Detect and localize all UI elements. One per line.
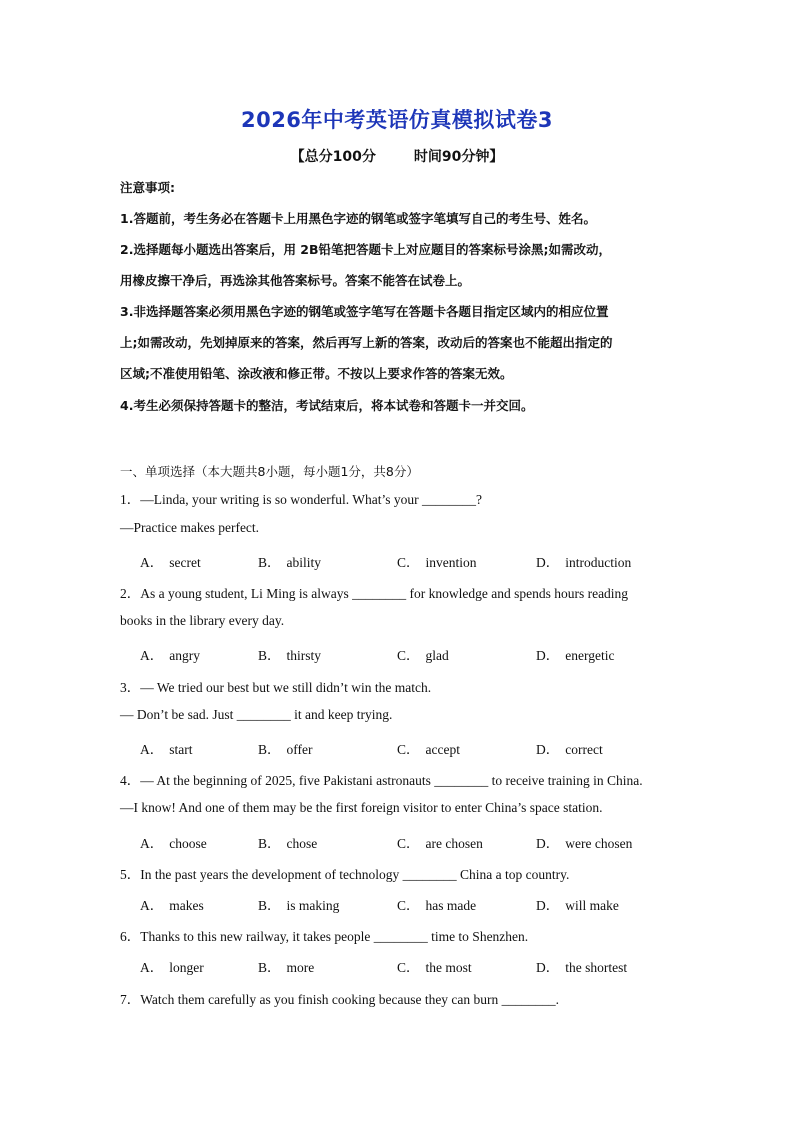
exam-title: 2026年中考英语仿真模拟试卷3 xyxy=(240,108,554,132)
option-a: A． secret xyxy=(140,555,201,570)
note-line: 上;如需改动，先划掉原来的答案，然后再写上新的答案，改动后的答案也不能超出指定的 xyxy=(120,335,613,350)
option-b: B． ability xyxy=(258,555,322,570)
option-b: B． offer xyxy=(258,742,313,757)
question-stem: 6．Thanks to this new railway, it takes people ________ time to Shenzhen. xyxy=(120,929,529,944)
option-c: C． are chosen xyxy=(397,836,483,851)
notes-heading: 注意事项: xyxy=(120,180,175,195)
question-stem: 3．— We tried our best but we still didn’t win the match. xyxy=(120,680,432,695)
option-a: A． makes xyxy=(140,898,204,913)
note-line: 用橡皮擦干净后，再选涂其他答案标号。答案不能答在试卷上。 xyxy=(120,273,471,288)
option-d: D． correct xyxy=(536,742,603,757)
option-a: A． longer xyxy=(140,960,204,975)
option-a: A． start xyxy=(140,742,193,757)
question-stem: —I know! And one of them may be the first foreign visitor to enter China’s space station. xyxy=(120,800,603,815)
section-heading: 一、单项选择（本大题共8小题，每小题1分，共8分） xyxy=(120,464,419,479)
note-line: 2.选择题每小题选出答案后，用 2B铅笔把答题卡上对应题目的答案标号涂黑;如需改动， xyxy=(120,242,612,257)
option-b: B． is making xyxy=(258,898,340,913)
option-b: B． thirsty xyxy=(258,648,322,663)
question-stem: —Practice makes perfect. xyxy=(120,520,260,535)
option-c: C． has made xyxy=(397,898,477,913)
option-d: D． will make xyxy=(536,898,619,913)
time-limit: 时间90分钟】 xyxy=(413,149,504,165)
option-d: D． were chosen xyxy=(536,836,633,851)
option-b: B． more xyxy=(258,960,315,975)
note-line: 3.非选择题答案必须用黑色字迹的钢笔或签字笔写在答题卡各题目指定区域内的相应位置 xyxy=(120,304,609,319)
total-score: 【总分100分 xyxy=(290,149,376,165)
question-stem: 2．As a young student, Li Ming is always ________ for knowledge and spends hours reading xyxy=(120,586,629,601)
option-a: A． choose xyxy=(140,836,207,851)
note-line: 1.答题前，考生务必在答题卡上用黑色字迹的钢笔或签字笔填写自己的考生号、姓名。 xyxy=(120,211,596,226)
option-c: C． glad xyxy=(397,648,449,663)
option-c: C． the most xyxy=(397,960,472,975)
question-stem: — Don’t be sad. Just ________ it and keep trying. xyxy=(120,707,393,722)
exam-subtitle xyxy=(0,146,794,166)
option-d: D． energetic xyxy=(536,648,615,663)
option-c: C． accept xyxy=(397,742,460,757)
question-stem: 4．— At the beginning of 2025, five Pakistani astronauts ________ to receive training in China. xyxy=(120,773,643,788)
option-d: D． the shortest xyxy=(536,960,628,975)
option-a: A． angry xyxy=(140,648,200,663)
note-line: 区域;不准使用铅笔、涂改液和修正带。不按以上要求作答的答案无效。 xyxy=(120,366,513,381)
note-line: 4.考生必须保持答题卡的整洁，考试结束后，将本试卷和答题卡一并交回。 xyxy=(120,398,534,413)
option-b: B． chose xyxy=(258,836,318,851)
option-d: D． introduction xyxy=(536,555,632,570)
question-stem: 7．Watch them carefully as you finish cooking because they can burn ________. xyxy=(120,992,560,1007)
question-stem: 1．—Linda, your writing is so wonderful. What’s your ________? xyxy=(120,492,482,507)
question-stem: 5．In the past years the development of technology ________ China a top country. xyxy=(120,867,570,882)
option-c: C． invention xyxy=(397,555,477,570)
question-stem: books in the library every day. xyxy=(120,613,285,628)
